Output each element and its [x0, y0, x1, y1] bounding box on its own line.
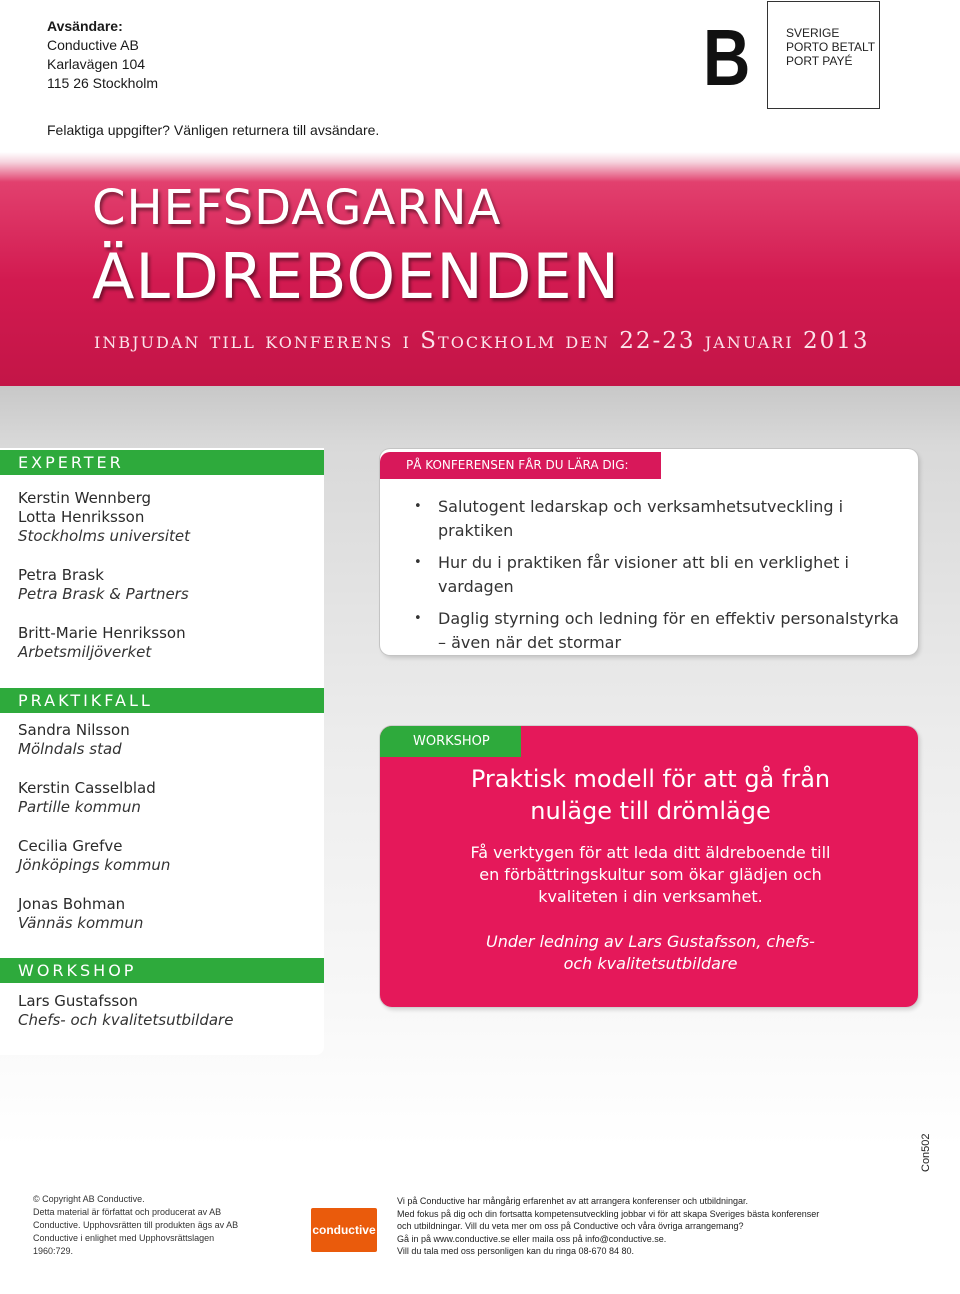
company-info-line: Vi på Conductive har mångårig erfarenhet av att arrangera konferenser och utbildningar. [397, 1196, 749, 1206]
speaker-name: Britt-Marie Henriksson [18, 624, 186, 642]
company-info [397, 1195, 827, 1258]
speaker-org: Mölndals stad [18, 740, 122, 758]
company-info-line: Med fokus på dig och din fortsatta kompetensutveckling jobbar vi för att skapa Sveriges bästa konferenser och utbildningar. Vill du veta mer om oss på Conductive och våra övriga arrangemang? [397, 1208, 820, 1231]
speaker-name: Lotta Henriksson [18, 508, 145, 526]
speaker-org: Stockholms universitet [18, 527, 190, 545]
workshop-tag: WORKSHOP [380, 726, 521, 757]
cases-heading: PRAKTIKFALL [0, 688, 324, 713]
copyright-line: © Copyright AB Conductive. [33, 1194, 145, 1204]
copyright-notice [33, 1193, 253, 1258]
workshop-leader-line: Under ledning av Lars Gustafsson, chefs- [486, 932, 815, 951]
workshop-leader-line: och kvalitetsutbildare [563, 954, 738, 973]
speaker-org: Chefs- och kvalitetsutbildare [18, 1011, 234, 1029]
speaker-org: Arbetsmiljöverket [18, 643, 152, 661]
speaker-entry [18, 566, 189, 604]
workshop-leader-entry [18, 992, 233, 1030]
workshop-leader-heading: WORKSHOP [0, 958, 324, 983]
workshop-title-line: Praktisk modell för att gå från [470, 765, 831, 793]
speaker-org: Petra Brask & Partners [18, 585, 189, 603]
speaker-org: Jönköpings kommun [18, 856, 171, 874]
postage-line: PORT PAYÉ [786, 54, 853, 68]
learning-outcome-item: • Hur du i praktiken får visioner att bli en verklighet i vardagen [402, 551, 902, 599]
speaker-name: Kerstin Casselblad [18, 779, 156, 797]
product-code: Con502 [920, 1133, 932, 1172]
workshop-leader-note [380, 931, 921, 975]
conductive-logo: conductive [311, 1208, 377, 1252]
learning-outcome-item: • Daglig styrning och ledning för en effektiv personalstyrka – även när det stormar [402, 607, 902, 655]
case-entry [18, 837, 170, 875]
sender-block [47, 17, 158, 93]
postage-line: SVERIGE [786, 26, 840, 40]
sender-heading: Avsändare: [47, 18, 123, 34]
banner-title: CHEFSDAGARNA [92, 180, 502, 236]
copyright-line: Detta material är författat och producerat av AB Conductive. Upphovsrätten till produkten ägs av AB Conductive i enlighet med Upphovsrättslagen 1960:729. [33, 1207, 239, 1256]
learning-outcomes-box [380, 449, 918, 655]
speaker-entry [18, 624, 186, 662]
case-entry [18, 895, 143, 933]
sender-city: 115 26 Stockholm [47, 75, 159, 91]
speaker-entry [18, 489, 190, 546]
speaker-org: Partille kommun [18, 798, 141, 816]
company-info-line: Gå in på www.conductive.se eller maila oss på info@conductive.se. [397, 1233, 667, 1244]
speaker-name: Jonas Bohman [18, 895, 126, 913]
postage-class-mark: B [703, 13, 751, 102]
learning-outcomes-heading: PÅ KONFERENSEN FÅR DU LÄRA DIG: [380, 452, 661, 479]
speaker-name: Kerstin Wennberg [18, 489, 151, 507]
banner-subtitle: inbjudan till konferens i Stockholm den 22-23 januari 2013 [94, 328, 870, 354]
speaker-name: Cecilia Grefve [18, 837, 123, 855]
speaker-name: Petra Brask [18, 566, 104, 584]
workshop-description [380, 842, 921, 908]
workshop-box [380, 726, 918, 1007]
learning-outcomes-list [402, 495, 902, 663]
banner-title-main: ÄLDREBOENDEN [92, 240, 621, 313]
postage-stamp [767, 1, 880, 109]
speaker-org: Vännäs kommun [18, 914, 144, 932]
sender-company: Conductive AB [47, 37, 139, 53]
workshop-description-line: Få verktygen för att leda ditt äldreboende till [470, 843, 831, 862]
case-entry [18, 779, 156, 817]
workshop-description-line: kvaliteten i din verksamhet. [538, 887, 763, 906]
learning-outcome-item: • Salutogent ledarskap och verksamhetsutveckling i praktiken [402, 495, 902, 543]
company-info-line: Vill du tala med oss personligen kan du ringa 08-670 84 80. [397, 1246, 634, 1256]
workshop-title-line: nuläge till drömläge [530, 797, 771, 825]
return-note: Felaktiga uppgifter? Vänligen returnera till avsändare. [47, 122, 380, 138]
speakers-column [0, 448, 324, 1055]
experts-heading: EXPERTER [0, 450, 324, 475]
speaker-name: Sandra Nilsson [18, 721, 130, 739]
sender-street: Karlavägen 104 [47, 56, 146, 72]
workshop-description-line: en förbättringskultur som ökar glädjen och [479, 865, 822, 884]
workshop-title [380, 763, 921, 827]
case-entry [18, 721, 130, 759]
speaker-name: Lars Gustafsson [18, 992, 138, 1010]
postage-line: PORTO BETALT [786, 40, 876, 54]
